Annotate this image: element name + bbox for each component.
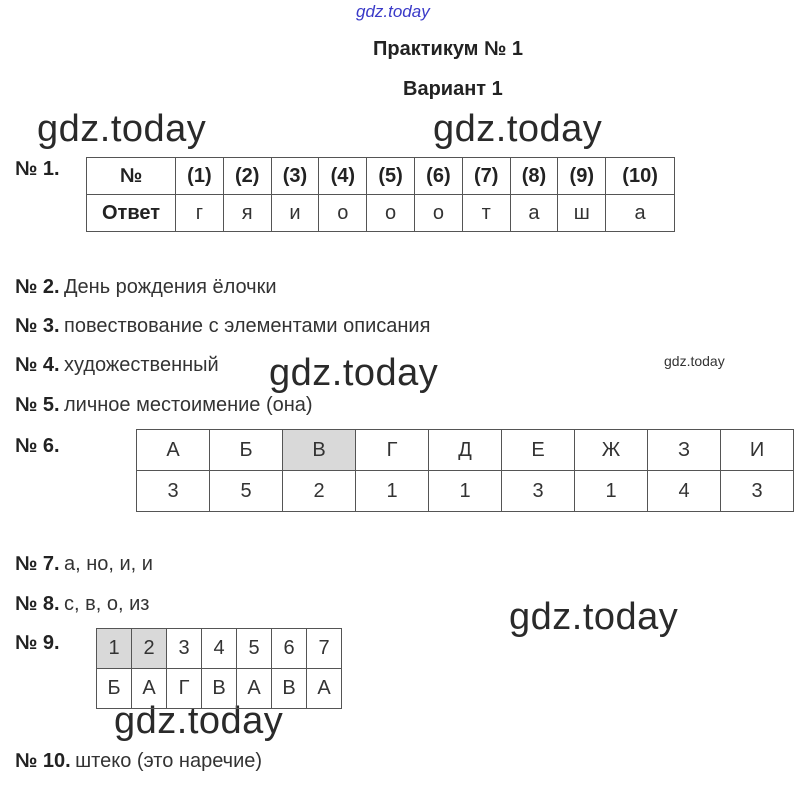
task-1-answer: я [223,195,271,232]
task-3-answer: повествование с элементами описания [63,315,431,337]
task-6-letter: В [283,430,356,471]
watermark-4: gdz.today [509,596,679,638]
task-9-index: 3 [167,629,202,669]
task-1-col: (3) [271,158,319,195]
task-7-number: № 7. [15,553,60,575]
task-10-answer: штеко (это наречие) [75,750,263,772]
task-9-index: 5 [237,629,272,669]
task-6-value-row [137,471,794,512]
task-1-answer: ш [558,195,606,232]
task-6-value: 1 [575,471,648,512]
task-1-answer: т [462,195,510,232]
task-6-letter: Г [356,430,429,471]
task-1-col: (10) [606,158,675,195]
task-1-col: (7) [462,158,510,195]
task-5-number: № 5. [15,394,60,416]
task-1-header-row [87,158,675,195]
watermark-small-right: gdz.today [664,353,725,369]
task-8-number: № 8. [15,593,60,615]
task-9-number: № 9. [15,632,60,654]
task-1-answer-row [87,195,675,232]
task-9-index: 6 [272,629,307,669]
task-3 [15,315,430,338]
task-1-answer: о [367,195,415,232]
task-1-answer: о [319,195,367,232]
task-1-col: (6) [414,158,462,195]
task-6-letter: Е [502,430,575,471]
task-1-answer: г [176,195,224,232]
task-1-col: (5) [367,158,415,195]
task-6-value: 1 [429,471,502,512]
watermark-5: gdz.today [114,700,284,742]
task-4-answer: художественный [63,354,219,376]
task-6-letter: Б [210,430,283,471]
task-1-col: (9) [558,158,606,195]
task-6-value: 2 [283,471,356,512]
task-2 [15,276,277,299]
task-6-letter: А [137,430,210,471]
task-7-answer: а, но, и, и [63,553,153,575]
task-9-index: 2 [132,629,167,669]
task-6-value: 1 [356,471,429,512]
task-2-number: № 2. [15,276,60,298]
task-5 [15,394,313,417]
task-6-value: 3 [721,471,794,512]
task-9-index: 1 [97,629,132,669]
task-2-answer: День рождения ёлочки [63,276,277,298]
task-1-table [86,157,675,232]
task-5-answer: личное местоимение (она) [63,394,313,416]
task-6-value: 4 [648,471,721,512]
task-3-number: № 3. [15,315,60,337]
task-9-table [96,628,342,709]
watermark-1: gdz.today [37,108,207,150]
task-6-letter: З [648,430,721,471]
task-9-letter: А [307,669,342,709]
page-subtitle: Вариант 1 [403,78,503,100]
task-6-letter: Ж [575,430,648,471]
task-1-col: (2) [223,158,271,195]
task-8-answer: с, в, о, из [63,593,150,615]
task-9-letter: А [237,669,272,709]
watermark-3: gdz.today [269,352,439,394]
task-6-number: № 6. [15,435,60,457]
page-title: Практикум № 1 [373,38,524,60]
task-6-value: 5 [210,471,283,512]
task-9-letter: Г [167,669,202,709]
task-4 [15,354,219,377]
task-10-number: № 10. [15,750,71,772]
task-1-answer: а [510,195,558,232]
task-1-answer: о [414,195,462,232]
task-4-number: № 4. [15,354,60,376]
task-9-letter-row [97,669,342,709]
task-6-table [136,429,794,512]
task-6-letter: И [721,430,794,471]
task-1-answer: и [271,195,319,232]
task-6-letter: Д [429,430,502,471]
task-9-number-row [97,629,342,669]
task-1-col: (4) [319,158,367,195]
task-8 [15,593,149,616]
task-9-letter: Б [97,669,132,709]
task-9-letter: В [272,669,307,709]
task-6-value: 3 [502,471,575,512]
task-10 [15,750,262,773]
task-1-col: (1) [176,158,224,195]
task-1-col: (8) [510,158,558,195]
task-6-letter-row [137,430,794,471]
task-1-answer: а [606,195,675,232]
task-6-value: 3 [137,471,210,512]
watermark-2: gdz.today [433,108,603,150]
watermark-top: gdz.today [356,2,430,21]
task-9-letter: В [202,669,237,709]
task-9-index: 4 [202,629,237,669]
task-1-answer-label: Ответ [87,195,176,232]
task-9-letter: А [132,669,167,709]
task-1-number: № 1. [15,158,60,180]
task-9-index: 7 [307,629,342,669]
task-1-head-label: № [87,158,176,195]
task-7 [15,553,153,576]
